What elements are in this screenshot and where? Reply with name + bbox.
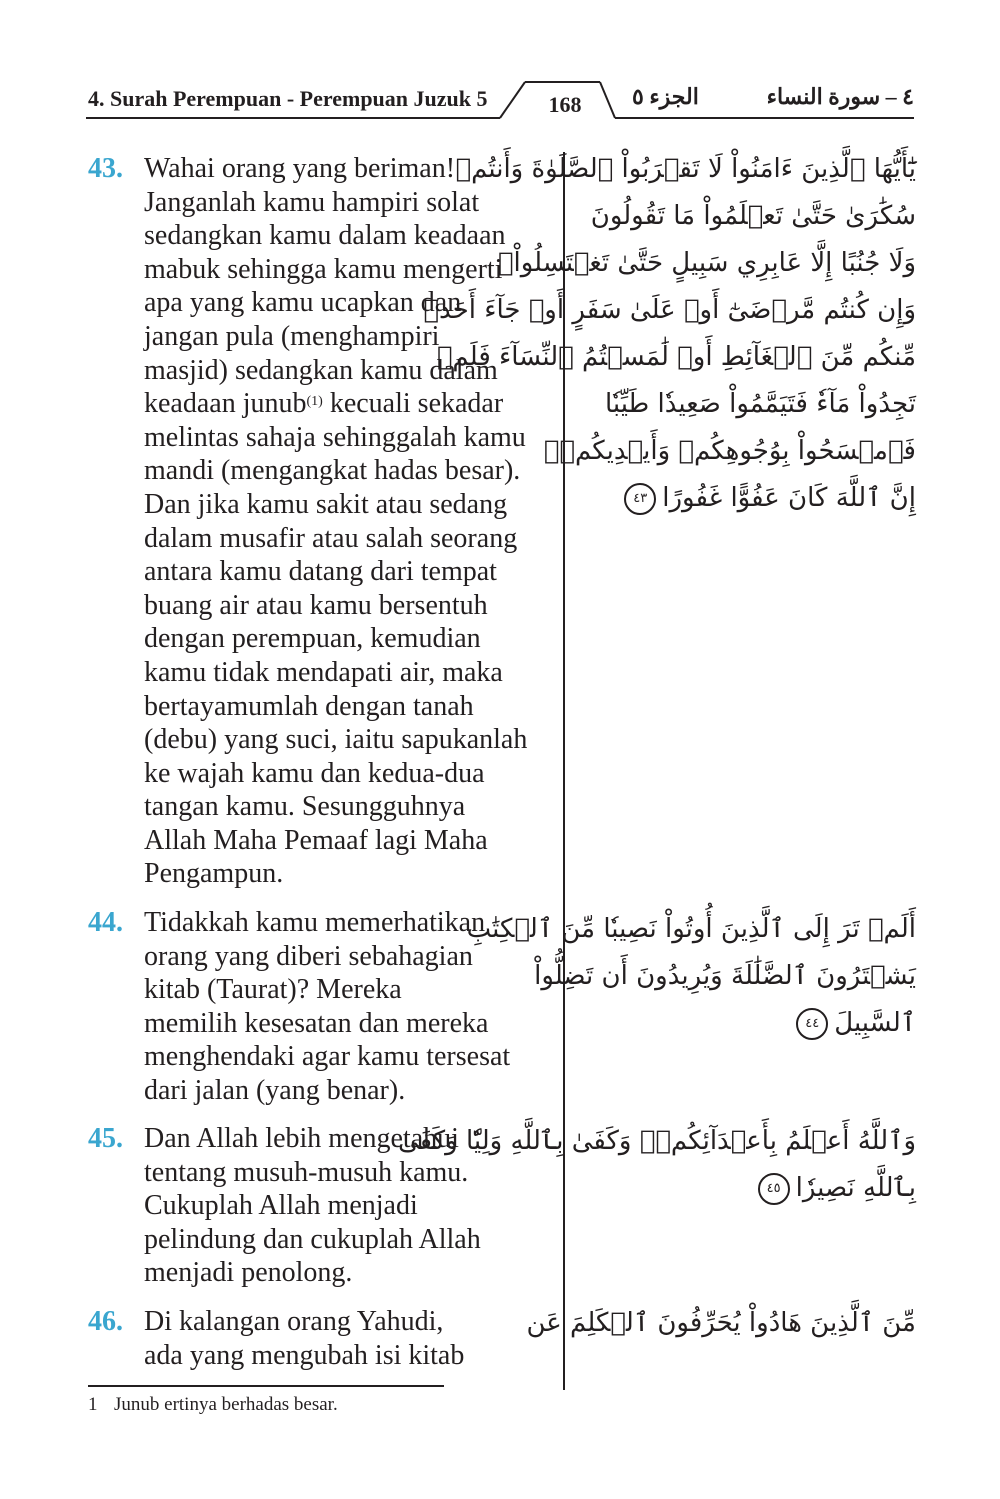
footnote-text: Junub ertinya berhadas besar. — [114, 1394, 338, 1415]
arabic-verse — [526, 1300, 916, 1347]
verse-line: antara kamu datang dari tempat — [144, 556, 497, 588]
ayah-end-marker: ٤٥ — [758, 1173, 790, 1205]
arabic-line-text: إِنَّ ٱللَّهَ كَانَ عَفُوًّا غَفُورًا — [662, 483, 916, 513]
verse-line: dengan perempuan, kemudian — [144, 623, 481, 655]
arabic-line-text: بِٱللَّهِ نَصِيرٗا — [795, 1173, 916, 1203]
arabic-line: وَإِن كُنتُم مَّرۡضَىٰٓ أَوۡ عَلَىٰ سَفَرٍ أَوۡ جَآءَ أَحَدٞ — [423, 295, 916, 325]
verse-line: Allah Maha Pemaaf lagi Maha — [144, 824, 488, 856]
ayah-end-marker: ٤٤ — [796, 1008, 828, 1040]
arabic-verse — [397, 1118, 916, 1212]
verse-line: Tidakkah kamu memerhatikan — [144, 907, 486, 938]
arabic-line: وَلَا جُنُبًا إِلَّا عَابِرِي سَبِيلٍ حَتَّىٰ تَغۡتَسِلُواْۚ — [497, 248, 916, 278]
verse-line: Dan jika kamu sakit atau sedang — [144, 488, 508, 520]
arabic-line: يَٰٓأَيُّهَا ٱلَّذِينَ ءَامَنُواْ لَا تَقۡرَبُواْ ٱلصَّلَوٰةَ وَأَنتُمۡ — [455, 154, 916, 184]
verse-line: masjid) sedangkan kamu dalam — [144, 354, 498, 386]
verse-line: ke wajah kamu dan kedua-dua — [144, 757, 485, 789]
footnote-reference[interactable]: (1) — [306, 394, 323, 410]
verse-number: 46. — [88, 1306, 123, 1337]
header-surah-arabic: ٤ – سورة النساء — [766, 84, 914, 109]
verse-line: Di kalangan orang Yahudi, — [144, 1306, 444, 1337]
arabic-verse — [466, 906, 916, 1047]
verse-line: dalam musafir atau salah seorang — [144, 522, 518, 554]
footnote — [88, 1394, 338, 1416]
verse-line: menghendaki agar kamu tersesat — [144, 1041, 511, 1073]
verse-line: kamu tidak mendapati air, maka — [144, 656, 503, 688]
arabic-line: أَلَمۡ تَرَ إِلَى ٱلَّذِينَ أُوتُواْ نَصِيبٗا مِّنَ ٱلۡكِتَٰبِ — [466, 914, 916, 944]
arabic-line: مِّنَ ٱلَّذِينَ هَادُواْ يُحَرِّفُونَ ٱلۡكَلِمَ عَن — [526, 1308, 916, 1338]
verse-line: ada yang mengubah isi kitab — [144, 1339, 465, 1371]
verse-line: sedangkan kamu dalam keadaan — [144, 220, 506, 252]
verse-line: Wahai orang yang beriman! — [144, 153, 456, 184]
footnote-number: 1 — [88, 1394, 98, 1415]
arabic-line: تَجِدُواْ مَآءٗ فَتَيَمَّمُواْ صَعِيدٗا طَيِّبٗا — [604, 389, 916, 419]
verse-line: buang air atau kamu bersentuh — [144, 589, 488, 621]
verse-line: Janganlah kamu hampiri solat — [144, 186, 480, 218]
verse-line: apa yang kamu ucapkan dan — [144, 287, 462, 319]
verse-line: melintas sahaja sehinggalah kamu — [144, 421, 526, 453]
verse-line: mabuk sehingga kamu mengerti — [144, 253, 503, 285]
verse-line-with-footnote — [144, 387, 562, 421]
verse-line: tangan kamu. Sesungguhnya — [144, 791, 466, 823]
verse-line: (debu) yang suci, iaitu sapukanlah — [144, 724, 528, 756]
footnote-rule — [88, 1385, 444, 1387]
arabic-verse — [423, 146, 916, 522]
arabic-line: يَشۡتَرُونَ ٱلضَّلَٰلَةَ وَيُرِيدُونَ أَن تَضِلُّواْ — [534, 961, 916, 991]
page-header — [0, 0, 1000, 130]
arabic-line: مِّنكُم مِّنَ ٱلۡغَآئِطِ أَوۡ لَٰمَسۡتُمُ ٱلنِّسَآءَ فَلَمۡ — [436, 342, 916, 372]
verse-number: 44. — [88, 907, 123, 938]
verse-translation — [144, 1305, 562, 1372]
verse-line: orang yang diberi sebahagian — [144, 940, 473, 972]
verse-line: bertayamumlah dengan tanah — [144, 690, 474, 722]
verse-line-part: keadaan junub — [144, 388, 307, 420]
verse-line: Pengampun. — [144, 858, 284, 890]
arabic-line — [586, 1000, 916, 1047]
arabic-line: فَٱمۡسَحُواْ بِوُجُوهِكُمۡ وَأَيۡدِيكُمۡۗ — [543, 436, 916, 466]
verse-line: jangan pula (menghampiri — [144, 320, 440, 352]
arabic-line-text: ٱلسَّبِيلَ — [834, 1008, 916, 1038]
verse-line: Dan Allah lebih mengetahui — [144, 1123, 459, 1154]
verse-line: memilih kesesatan dan mereka — [144, 1007, 489, 1039]
verse-line: Cukuplah Allah menjadi — [144, 1190, 418, 1222]
ayah-end-marker: ٤٣ — [624, 483, 656, 515]
verse-line: dari jalan (yang benar). — [144, 1074, 406, 1106]
page-number: 168 — [548, 92, 582, 117]
verse-number: 45. — [88, 1123, 123, 1154]
arabic-line — [586, 1165, 916, 1212]
verse-line-part: kecuali sekadar — [322, 388, 504, 420]
arabic-line: وَٱللَّهُ أَعۡلَمُ بِأَعۡدَآئِكُمۡۚ وَكَفَىٰ بِٱللَّهِ وَلِيّٗا وَكَفَىٰ — [397, 1126, 916, 1156]
arabic-line: سُكَٰرَىٰ حَتَّىٰ تَعۡلَمُواْ مَا تَقُولُونَ — [590, 201, 916, 231]
header-surah-title: 4. Surah Perempuan - Perempuan Juzuk 5 — [88, 86, 488, 111]
verse-line: mandi (mengangkat hadas besar). — [144, 455, 521, 487]
verse-line: kitab (Taurat)? Mereka — [144, 974, 402, 1006]
verse-line: pelindung dan cukuplah Allah — [144, 1223, 481, 1255]
verse-line: menjadi penolong. — [144, 1257, 353, 1289]
verse-number: 43. — [88, 153, 123, 184]
verse-line: tentang musuh-musuh kamu. — [144, 1156, 469, 1188]
arabic-line — [586, 475, 916, 522]
header-juz-arabic: الجزء ٥ — [632, 84, 699, 109]
